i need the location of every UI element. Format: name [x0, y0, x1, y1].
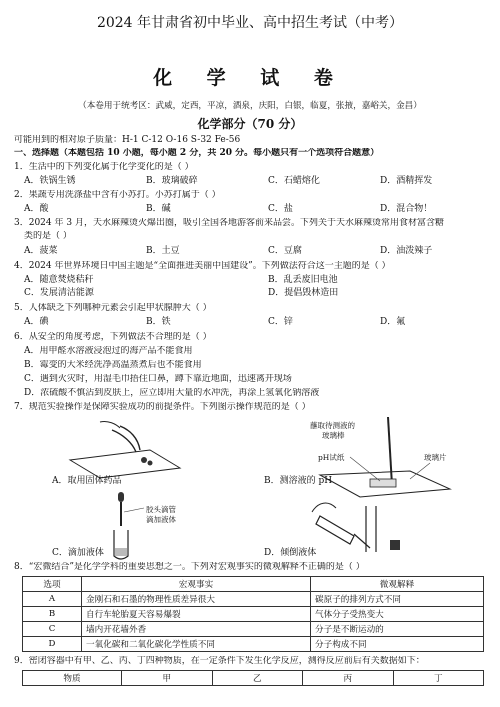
q4-option-d: D．提倡毁林造田: [268, 288, 339, 298]
q3-option-b: B．土豆: [146, 246, 180, 256]
q6-option-c: C．遇到火灾时，用湿毛巾捂住口鼻，蹲下靠近地面，迅速离开现场: [24, 374, 292, 384]
q1-option-c: C．石蜡熔化: [268, 176, 320, 186]
q3-stem: 3．2024 年 3 月，天水麻辣烫火爆出圈，吸引全国各地游客前来品尝。下列关于天水麻辣烫常用食材富含糖: [14, 218, 444, 228]
table-row: [23, 607, 484, 622]
q1-option-a: A．铁锅生锈: [24, 176, 76, 186]
q8-row-b-macro: 自行车轮胎夏天容易爆裂: [82, 607, 311, 622]
figure-d-pouring: [310, 496, 420, 556]
q4-option-a: A．随意焚烧秸秆: [24, 275, 94, 285]
q1-option-d: D．酒精挥发: [380, 176, 433, 186]
table-header-row: [23, 577, 484, 592]
q4-option-c: C．发展清洁能源: [24, 288, 94, 298]
q4-stem: 4．2024 年世界环境日中国主题是“全面推进美丽中国建设”。下列做法符合这一主题的是（ ）: [14, 261, 391, 271]
q5-option-c: C．锌: [268, 317, 293, 327]
q9-header-ding: 丁: [393, 671, 484, 686]
table-row: [23, 637, 484, 652]
q8-row-c-option: C: [23, 622, 82, 637]
q4-option-b: B．乱丢废旧电池: [268, 275, 338, 285]
q9-stem: 9．密闭容器中有甲、乙、丙、丁四种物质，在一定条件下发生化学反应，测得反应前后有关数据如下：: [14, 656, 425, 666]
fig-b-label-rod-2: 玻璃棒: [322, 431, 345, 440]
table-row: [23, 592, 484, 607]
q8-header-macro: 宏观事实: [82, 577, 311, 592]
q3-option-c: C．豆腐: [268, 246, 302, 256]
q3-stem-cont: 类的是（ ）: [24, 231, 72, 241]
fig-c-label-dropper: 胶头滴管: [146, 505, 176, 514]
q8-row-b-option: B: [23, 607, 82, 622]
exam-subtitle: 化 学 试 卷: [153, 67, 347, 89]
q8-header-micro: 微观解释: [311, 577, 484, 592]
q7-option-d: D．倾倒液体: [264, 548, 317, 558]
q7-option-c: C．滴加液体: [52, 548, 104, 558]
q8-row-a-option: A: [23, 592, 82, 607]
q6-option-a: A．用甲醛水溶液浸泡过的海产品不能食用: [24, 346, 193, 356]
q1-stem: 1．生活中的下列变化属于化学变化的是（ ）: [14, 162, 194, 172]
q1-option-b: B．玻璃破碎: [146, 176, 198, 186]
q8-header-option: 选项: [23, 577, 82, 592]
figure-a-solid-drug: [60, 420, 190, 480]
q7-option-b: B．测溶液的 pH: [264, 476, 333, 486]
q5-option-d: D．氟: [380, 317, 406, 327]
q8-row-d-option: D: [23, 637, 82, 652]
q3-option-a: A．菠菜: [24, 246, 58, 256]
q9-table: [22, 670, 484, 686]
part-one-heading: 一、选择题（本题包括 10 小题，每小题 2 分，共 20 分。每小题只有一个选项符合题意）: [14, 148, 380, 158]
q8-stem: 8．“宏微结合”是化学学科的重要思想之一。下列对宏观事实的微观解释不正确的是（ ）: [14, 562, 365, 572]
q2-option-a: A．酸: [24, 204, 49, 214]
q8-row-c-micro: 分子是不断运动的: [311, 622, 484, 637]
atomic-mass-line: 可能用到的相对原子质量：H-1 C-12 O-16 S-32 Fe-56: [14, 135, 241, 145]
q8-row-c-macro: 墙内开花墙外香: [82, 622, 311, 637]
q9-header-yi: 乙: [212, 671, 303, 686]
q2-option-d: D．混合物！: [380, 204, 433, 214]
q8-row-d-micro: 分子构成不同: [311, 637, 484, 652]
q2-option-b: B．碱: [146, 204, 171, 214]
table-row: [23, 622, 484, 637]
q2-stem: 2．果蔬专用洗涤盐中含有小苏打。小苏打属于（ ）: [14, 190, 221, 200]
fig-b-label-paper: pH试纸: [318, 453, 345, 462]
exam-title: 2024 年甘肃省初中毕业、高中招生考试（中考）: [96, 15, 404, 31]
q6-option-b: B．霉变的大米经洗净高温蒸煮后也不能食用: [24, 360, 202, 370]
figure-c-dropper: [100, 492, 170, 562]
section-title: 化学部分（70 分）: [197, 117, 303, 131]
q9-header-jia: 甲: [122, 671, 213, 686]
q9-header-bing: 丙: [303, 671, 394, 686]
q3-option-d: D．油泼辣子: [380, 246, 433, 256]
fig-b-label-glass: 玻璃片: [424, 453, 447, 462]
q8-row-a-macro: 金刚石和石墨的物理性质差异很大: [82, 592, 311, 607]
q5-option-b: B．铁: [146, 317, 171, 327]
q6-stem: 6．从安全的角度考虑，下列做法不合理的是（ ）: [14, 332, 212, 342]
q5-option-a: A．碘: [24, 317, 49, 327]
q2-option-c: C．盐: [268, 204, 293, 214]
q9-header-substance: 物质: [23, 671, 122, 686]
q6-option-d: D．浓硫酸不慎沾到皮肤上，应立即用大量的水冲洗，再涂上氢氧化钠溶液: [24, 388, 320, 398]
q8-row-b-micro: 气体分子受热变大: [311, 607, 484, 622]
q8-table: [22, 576, 484, 652]
q7-stem: 7．规范实验操作是保障实验成功的前提条件。下列图示操作规范的是（ ）: [14, 402, 311, 412]
q7-option-a: A．取用固体药品: [52, 476, 122, 486]
q5-stem: 5．人体缺乏下列哪种元素会引起甲状腺肿大（ ）: [14, 303, 212, 313]
table-header-row: [23, 671, 484, 686]
region-note: （本卷用于统考区：武威，定西，平凉，酒泉，庆阳，白银，临夏，张掖，嘉峪关，金昌）: [78, 101, 422, 111]
fig-c-label-dropper-2: 滴加液体: [146, 515, 176, 524]
fig-b-label-rod: 蘸取待测液的: [310, 421, 355, 430]
q8-row-a-micro: 碳原子的排列方式不同: [311, 592, 484, 607]
q8-row-d-macro: 一氧化碳和二氧化碳化学性质不同: [82, 637, 311, 652]
